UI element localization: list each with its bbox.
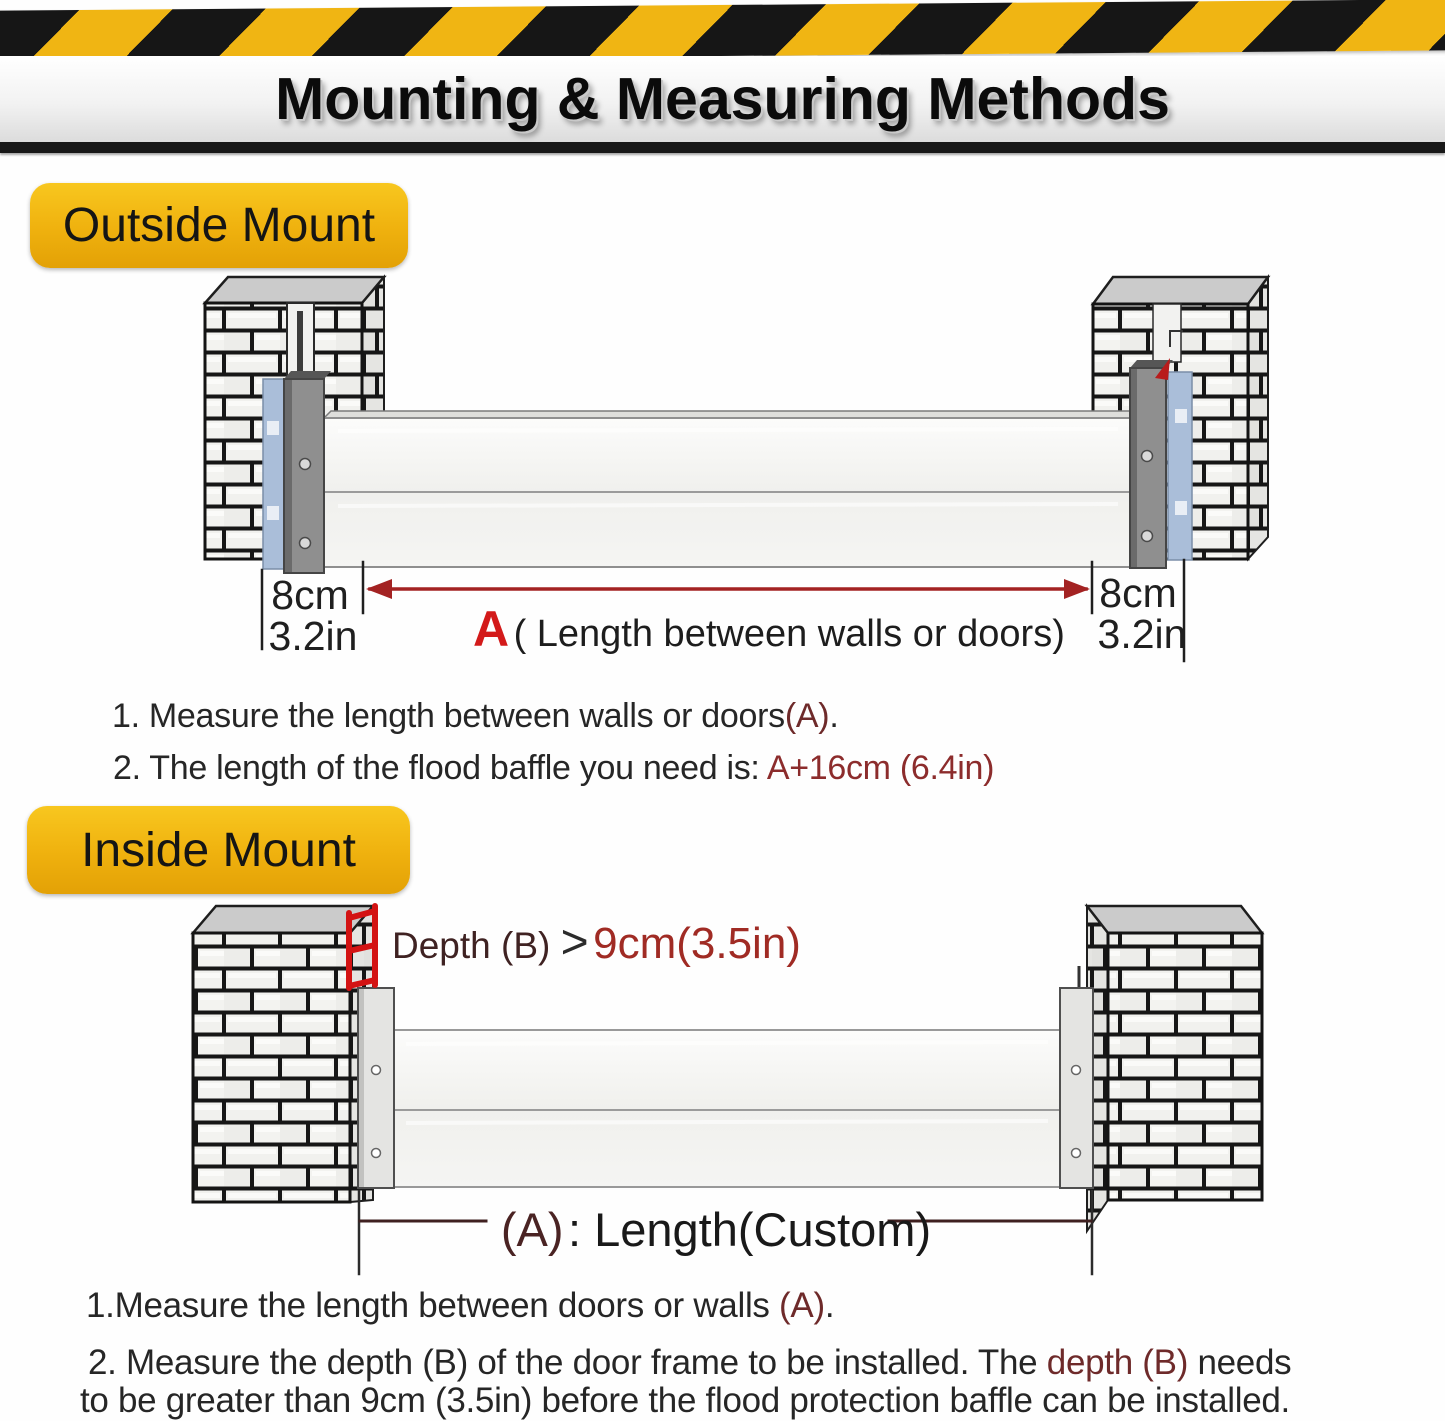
right-mounting-bracket (1130, 358, 1173, 568)
step-text: 1.Measure the length between doors or walls (86, 1286, 780, 1325)
step-text: 1. Measure the length between walls or doors (112, 697, 785, 735)
right-seal-strip (1168, 372, 1192, 560)
screw-hole (372, 1149, 381, 1158)
screw-hole (300, 459, 311, 470)
step-highlight: (A) (784, 697, 830, 735)
left-gap-cm-label: 8cm (271, 572, 349, 618)
left-mounting-bracket (284, 371, 331, 573)
title-band (0, 56, 1445, 142)
inside-mount-badge-label: Inside Mount (81, 823, 356, 877)
step-highlight: (A) (779, 1286, 825, 1325)
inside-mount-badge (27, 806, 410, 894)
width-measurement (262, 560, 1186, 661)
screw-hole (300, 538, 311, 549)
flood-barrier-panels (324, 411, 1137, 567)
inside-step-2-continued (80, 1381, 1290, 1421)
outside-mount-badge-label: Outside Mount (62, 199, 376, 252)
right-gap-in-label: 3.2in (1097, 611, 1187, 657)
page-title: Mounting & Measuring Methods (275, 66, 1170, 132)
step-text: . (824, 1286, 835, 1325)
screw-hole (1072, 1066, 1081, 1075)
depth-label (392, 916, 801, 969)
length-a: (A) (500, 1203, 564, 1256)
step-text: 2. Measure the depth (B) of the door frame to be installed. The (88, 1343, 1047, 1382)
screw-hole (1072, 1149, 1081, 1158)
left-seal-strip (263, 379, 284, 569)
depth-prefix: Depth (B) (392, 925, 561, 966)
depth-value: 9cm(3.5in) (593, 919, 801, 968)
inside-step-1 (86, 1286, 834, 1326)
left-gap-in-label: 3.2in (268, 613, 358, 659)
flood-barrier-panels (394, 1030, 1060, 1187)
caution-tape-stripe (0, 0, 1445, 62)
outside-mount-diagram (0, 262, 1445, 680)
outside-step-2 (113, 749, 994, 788)
step-text: needs (1188, 1343, 1292, 1382)
right-brick-pillar (1079, 906, 1262, 1231)
screw-hole (1142, 531, 1153, 542)
step-text: to be greater than 9cm (3.5in) before the flood protection baffle can be installed. (80, 1381, 1290, 1420)
length-measurement (359, 1191, 1092, 1274)
right-channel-rail (1060, 988, 1093, 1188)
step-text: 2. The length of the flood baffle you need is: (113, 749, 767, 787)
span-length-label (473, 601, 1065, 657)
step-highlight: A+16cm (6.4in) (766, 749, 995, 787)
anchor-slot (1153, 304, 1181, 362)
header-divider-bar (0, 142, 1445, 153)
length-rest: : Length(Custom) (568, 1203, 932, 1256)
outside-mount-badge (30, 183, 408, 268)
inside-mount-diagram (0, 897, 1445, 1292)
step-highlight: depth (B) (1046, 1343, 1189, 1382)
right-gap-cm-label: 8cm (1099, 570, 1177, 616)
greater-than-sign: > (560, 916, 589, 969)
length-label (501, 1203, 931, 1256)
inside-step-2 (88, 1343, 1291, 1383)
screw-hole (1142, 451, 1153, 462)
screw-hole (372, 1066, 381, 1075)
span-label-text: ( Length between walls or doors) (513, 613, 1065, 655)
step-text: . (829, 697, 839, 735)
span-a-letter: A (473, 601, 510, 657)
outside-step-1 (112, 697, 838, 736)
